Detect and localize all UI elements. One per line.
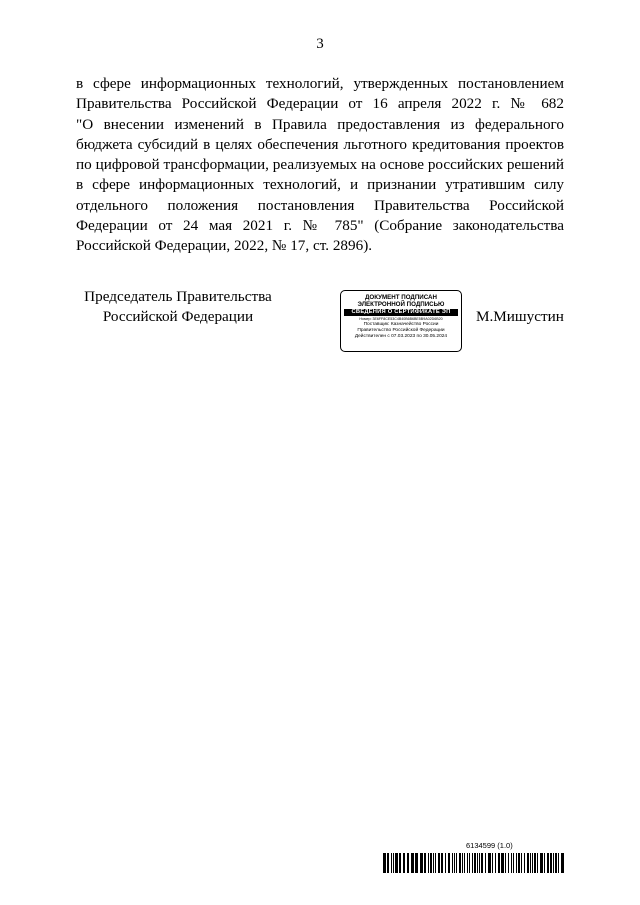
- body-line: "О внесении изменений в Правила предоставления из федерального: [76, 115, 564, 133]
- barcode-caption: 6134599 (1.0): [466, 841, 513, 850]
- body-line: бюджета субсидий в целях обеспечения льготного кредитования проектов: [76, 135, 564, 153]
- body-line: по цифровой трансформации, реализуемых на основе российских решений: [76, 156, 564, 174]
- stamp-certificate-bar: СВЕДЕНИЯ О СЕРТИФИКАТЕ ЭП: [344, 309, 458, 316]
- body-line: Российской Федерации, 2022, № 17, ст. 2896).: [76, 237, 373, 255]
- stamp-owner: Правительство Российской Федерации: [357, 328, 445, 334]
- stamp-title: [341, 294, 461, 308]
- signer-position-line: Российской Федерации: [102, 308, 254, 325]
- signer-position-line: Председатель Правительства: [84, 288, 272, 305]
- electronic-signature-stamp: [340, 290, 462, 352]
- signer-position: [72, 287, 284, 327]
- page-number: 3: [316, 36, 324, 52]
- signer-name: М.Мишустин: [476, 308, 564, 325]
- body-line: Правительства Российской Федерации от 16 апреля 2022 г. № 682: [76, 95, 564, 113]
- body-line: в сфере информационных технологий, утвержденных постановлением: [76, 75, 564, 92]
- barcode-image: [383, 853, 566, 873]
- stamp-issuer: Поставщик: Казначейство России: [363, 322, 439, 327]
- stamp-title-line: ЭЛЕКТРОННОЙ ПОДПИСЬЮ: [357, 301, 445, 308]
- stamp-serial: Номер: 3E6FF8CE53C4B40B6B6BE5B9A02D6B20: [359, 317, 443, 321]
- body-text: [76, 74, 564, 257]
- stamp-title-line: ДОКУМЕНТ ПОДПИСАН: [365, 294, 437, 301]
- body-line: отдельного положения постановления Правительства Российской: [76, 196, 564, 214]
- body-line: в сфере информационных технологий, и признании утратившим силу: [76, 176, 564, 194]
- stamp-validity: Действителен с 07.03.2023 по 30.05.2024: [354, 334, 448, 340]
- body-line: Федерации от 24 мая 2021 г. № 785" (Собрание законодательства: [76, 217, 564, 235]
